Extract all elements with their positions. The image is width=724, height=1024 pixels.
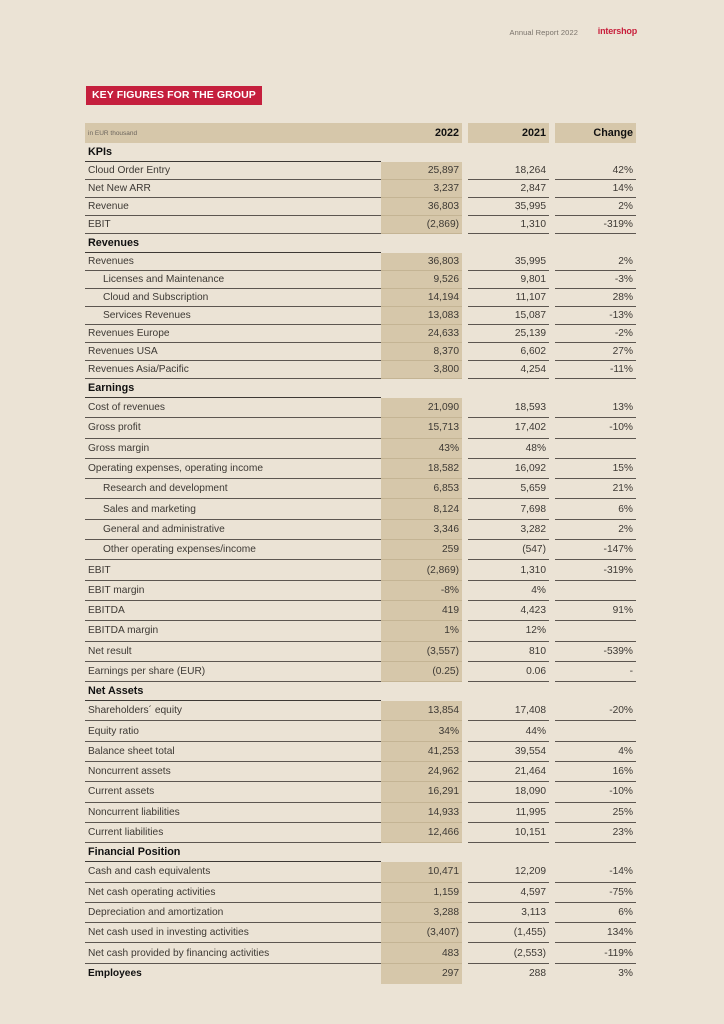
report-header-title: Annual Report 2022 (509, 28, 578, 37)
value-2021: 10,151 (468, 822, 549, 842)
value-2022: 36,803 (381, 198, 462, 216)
value-change: 16% (555, 762, 636, 782)
table-row (85, 540, 636, 560)
value-2022: 36,803 (381, 253, 462, 271)
value-2021: 44% (468, 721, 549, 741)
unit-label: in EUR thousand (85, 123, 381, 143)
value-2022: 24,962 (381, 762, 462, 782)
table-row (85, 198, 636, 216)
value-2021: 11,995 (468, 802, 549, 822)
value-2021: 0.06 (468, 661, 549, 681)
table-row (85, 923, 636, 943)
value-2022: 16,291 (381, 782, 462, 802)
value-change: 14% (555, 180, 636, 198)
employees-label: Employees (88, 968, 142, 980)
row-label: Licenses and Maintenance (85, 271, 381, 289)
value-2022: 419 (381, 600, 462, 620)
row-label: EBIT margin (85, 580, 381, 600)
intershop-logo: intershop (597, 26, 637, 36)
section-header-row (85, 843, 636, 862)
row-label: Revenues (85, 253, 381, 271)
value-change: 3% (618, 968, 633, 980)
row-label: General and administrative (85, 519, 381, 539)
row-label: Revenue (85, 198, 381, 216)
table-row (85, 216, 636, 234)
value-change: -147% (555, 540, 636, 560)
table-row (85, 621, 636, 641)
table-row (85, 398, 636, 418)
value-change: 2% (555, 519, 636, 539)
value-change: -319% (555, 216, 636, 234)
table-row (85, 721, 636, 741)
value-2022: 43% (381, 438, 462, 458)
table-header-row (85, 123, 636, 143)
table-row (85, 560, 636, 580)
value-2021: 39,554 (468, 741, 549, 761)
table-row (85, 307, 636, 325)
row-label: EBIT (85, 560, 381, 580)
table-row (85, 802, 636, 822)
value-change: 91% (555, 600, 636, 620)
value-2022: 1,159 (381, 882, 462, 902)
value-2022: 25,897 (381, 162, 462, 180)
value-2022: 3,288 (381, 902, 462, 922)
table-row (85, 862, 636, 882)
value-change: 4% (555, 741, 636, 761)
row-label: Net cash operating activities (85, 882, 381, 902)
value-2021: 12% (468, 621, 549, 641)
value-2021: 810 (468, 641, 549, 661)
row-label: Cloud and Subscription (85, 289, 381, 307)
value-2021: (547) (468, 540, 549, 560)
value-2021: 7,698 (468, 499, 549, 519)
table-row (85, 762, 636, 782)
section-header-label: Net Assets (85, 682, 381, 701)
value-2022: 3,237 (381, 180, 462, 198)
value-change (555, 621, 636, 641)
value-2021: 16,092 (468, 458, 549, 478)
value-change: 23% (555, 822, 636, 842)
table-row (85, 438, 636, 458)
table-row (85, 361, 636, 379)
value-2022: 14,933 (381, 802, 462, 822)
row-label: EBITDA margin (85, 621, 381, 641)
value-change: 27% (555, 343, 636, 361)
table-row (85, 600, 636, 620)
table-row (85, 325, 636, 343)
value-2022: 8,370 (381, 343, 462, 361)
section-header-label: Earnings (85, 379, 381, 398)
table-row (85, 641, 636, 661)
row-label: Gross margin (85, 438, 381, 458)
value-2022: 14,194 (381, 289, 462, 307)
value-change (555, 721, 636, 741)
value-2022: 41,253 (381, 741, 462, 761)
value-change: -539% (555, 641, 636, 661)
value-2021: 1,310 (468, 216, 549, 234)
value-change: 25% (555, 802, 636, 822)
row-label: Earnings per share (EUR) (85, 661, 381, 681)
value-change: -10% (555, 418, 636, 438)
value-change: 42% (555, 162, 636, 180)
value-2021: (2,553) (468, 943, 549, 963)
row-label: Noncurrent liabilities (85, 802, 381, 822)
row-label: Revenues Asia/Pacific (85, 361, 381, 379)
value-2022: 13,083 (381, 307, 462, 325)
row-label: Cost of revenues (85, 398, 381, 418)
value-2021: 18,090 (468, 782, 549, 802)
table-row (85, 882, 636, 902)
column-header-2021: 2021 (468, 123, 549, 143)
value-change: 6% (555, 499, 636, 519)
row-label: Sales and marketing (85, 499, 381, 519)
section-header-label: Revenues (85, 234, 381, 253)
value-change: 2% (555, 253, 636, 271)
value-change: -11% (555, 361, 636, 379)
section-header-label: KPIs (85, 143, 381, 162)
value-2021: 288 (529, 968, 546, 980)
value-2021: 3,282 (468, 519, 549, 539)
section-title: KEY FIGURES FOR THE GROUP (86, 86, 262, 105)
row-label: Depreciation and amortization (85, 902, 381, 922)
value-change: -14% (555, 862, 636, 882)
row-label: Services Revenues (85, 307, 381, 325)
value-2021: 15,087 (468, 307, 549, 325)
value-change: 21% (555, 479, 636, 499)
value-change (555, 438, 636, 458)
table-row (85, 180, 636, 198)
value-2022: (3,557) (381, 641, 462, 661)
table-row (85, 701, 636, 721)
value-change: -119% (555, 943, 636, 963)
value-2022: 3,346 (381, 519, 462, 539)
value-2022: 12,466 (381, 822, 462, 842)
section-header-row (85, 682, 636, 701)
row-label: Net result (85, 641, 381, 661)
value-change: 134% (555, 923, 636, 943)
value-2021: 4,597 (468, 882, 549, 902)
value-change: 6% (555, 902, 636, 922)
table-row (85, 580, 636, 600)
section-header-label: Financial Position (85, 843, 381, 862)
table-row (85, 289, 636, 307)
value-2022: 1% (381, 621, 462, 641)
value-2021: 21,464 (468, 762, 549, 782)
row-label: Equity ratio (85, 721, 381, 741)
table-row (85, 822, 636, 842)
row-label: Noncurrent assets (85, 762, 381, 782)
table-row (85, 782, 636, 802)
value-change: 15% (555, 458, 636, 478)
value-2021: 18,264 (468, 162, 549, 180)
value-2022: (2,869) (381, 560, 462, 580)
table-row (85, 741, 636, 761)
value-2021: 1,310 (468, 560, 549, 580)
table-row (85, 479, 636, 499)
table-row (85, 661, 636, 681)
value-2021: 35,995 (468, 198, 549, 216)
value-2021: 18,593 (468, 398, 549, 418)
employees-row (85, 963, 636, 984)
table-row (85, 271, 636, 289)
row-label: Current assets (85, 782, 381, 802)
value-change: 2% (555, 198, 636, 216)
row-label: Net cash used in investing activities (85, 923, 381, 943)
value-2022: 3,800 (381, 361, 462, 379)
row-label: Balance sheet total (85, 741, 381, 761)
row-label: Other operating expenses/income (85, 540, 381, 560)
value-change: -13% (555, 307, 636, 325)
row-label: Shareholders´ equity (85, 701, 381, 721)
value-2021: 12,209 (468, 862, 549, 882)
row-label: Cloud Order Entry (85, 162, 381, 180)
value-2022: 8,124 (381, 499, 462, 519)
row-label: Net cash provided by financing activities (85, 943, 381, 963)
row-label: Net New ARR (85, 180, 381, 198)
row-label: Revenues USA (85, 343, 381, 361)
value-change: - (555, 661, 636, 681)
value-change: 28% (555, 289, 636, 307)
table-row (85, 499, 636, 519)
section-header-row (85, 143, 636, 162)
value-change: -319% (555, 560, 636, 580)
value-2021: 3,113 (468, 902, 549, 922)
value-2021: 5,659 (468, 479, 549, 499)
value-2021: 11,107 (468, 289, 549, 307)
value-2022: 259 (381, 540, 462, 560)
value-2022: -8% (381, 580, 462, 600)
table-row (85, 458, 636, 478)
key-figures-table (85, 123, 636, 984)
value-2021: 35,995 (468, 253, 549, 271)
value-2021: 25,139 (468, 325, 549, 343)
value-2021: 4% (468, 580, 549, 600)
value-2022: (2,869) (381, 216, 462, 234)
value-2022: 10,471 (381, 862, 462, 882)
value-2021: 4,254 (468, 361, 549, 379)
value-2021: 48% (468, 438, 549, 458)
row-label: EBIT (85, 216, 381, 234)
table-row (85, 162, 636, 180)
value-change: -20% (555, 701, 636, 721)
value-2022: 34% (381, 721, 462, 741)
value-2022: 297 (381, 963, 462, 984)
value-2022: 6,853 (381, 479, 462, 499)
value-2022: 483 (381, 943, 462, 963)
row-label: Gross profit (85, 418, 381, 438)
value-change: -3% (555, 271, 636, 289)
value-2021: (1,455) (468, 923, 549, 943)
value-change: -2% (555, 325, 636, 343)
row-label: Research and development (85, 479, 381, 499)
row-label: Cash and cash equivalents (85, 862, 381, 882)
row-label: Operating expenses, operating income (85, 458, 381, 478)
value-2022: (3,407) (381, 923, 462, 943)
table-row (85, 418, 636, 438)
value-2021: 17,402 (468, 418, 549, 438)
value-change: -10% (555, 782, 636, 802)
table-row (85, 943, 636, 963)
row-label: EBITDA (85, 600, 381, 620)
table-row (85, 902, 636, 922)
value-2021: 2,847 (468, 180, 549, 198)
value-2022: 24,633 (381, 325, 462, 343)
table-row (85, 519, 636, 539)
value-change: 13% (555, 398, 636, 418)
table-row (85, 343, 636, 361)
value-2022: 9,526 (381, 271, 462, 289)
value-2021: 6,602 (468, 343, 549, 361)
column-header-2022: 2022 (381, 123, 462, 143)
value-2021: 9,801 (468, 271, 549, 289)
section-header-row (85, 379, 636, 398)
value-2022: 15,713 (381, 418, 462, 438)
section-header-row (85, 234, 636, 253)
value-2021: 17,408 (468, 701, 549, 721)
row-label: Current liabilities (85, 822, 381, 842)
column-header-change: Change (555, 123, 636, 143)
value-2022: (0.25) (381, 661, 462, 681)
value-2021: 4,423 (468, 600, 549, 620)
row-label: Revenues Europe (85, 325, 381, 343)
value-2022: 21,090 (381, 398, 462, 418)
value-change: -75% (555, 882, 636, 902)
table-row (85, 253, 636, 271)
value-2022: 13,854 (381, 701, 462, 721)
value-2022: 18,582 (381, 458, 462, 478)
value-change (555, 580, 636, 600)
